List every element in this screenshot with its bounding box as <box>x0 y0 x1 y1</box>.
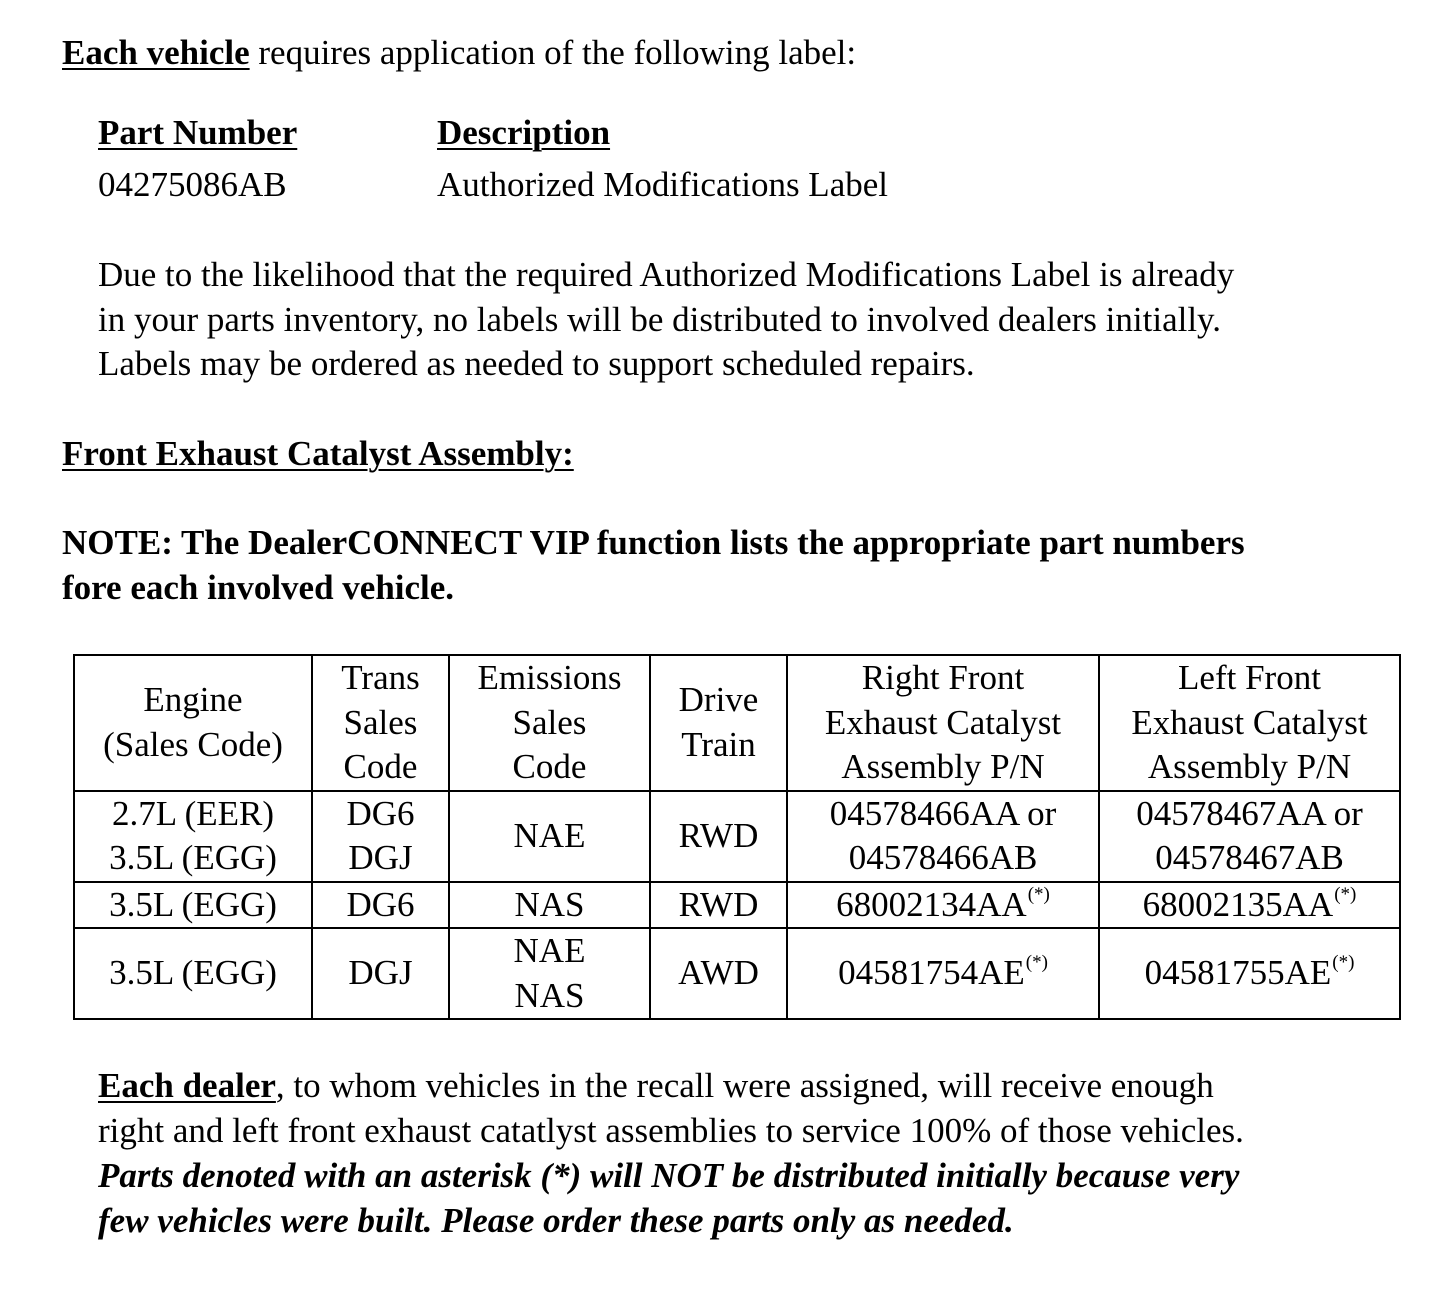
header-trans-sales-code: Trans Sales Code <box>312 655 449 791</box>
cell-drive: AWD <box>650 928 787 1019</box>
table-row <box>74 928 1400 1019</box>
cell-right-pn: 04578466AA or 04578466AB <box>787 791 1099 882</box>
catalyst-parts-table <box>73 654 1401 1020</box>
label-note-line: in your parts inventory, no labels will be distributed to involved dealers initially. <box>98 300 1222 339</box>
header-right-front: Right Front Exhaust Catalyst Assembly P/N <box>787 655 1099 791</box>
cell-engine: 2.7L (EER) 3.5L (EGG) <box>74 791 312 882</box>
intro-paragraph <box>62 30 856 75</box>
label-header-part-number: Part Number <box>98 113 298 152</box>
cell-left-pn: 04578467AA or 04578467AB <box>1099 791 1400 882</box>
asterisk-warning-line: few vehicles were built. Please order these parts only as needed. <box>98 1201 1014 1240</box>
label-part-number-value: 04275086AB <box>98 165 287 204</box>
cell-emissions: NAE <box>449 791 650 882</box>
note-line: fore each involved vehicle. <box>62 568 455 607</box>
cell-emissions: NAS <box>449 882 650 929</box>
header-emissions-sales-code: Emissions Sales Code <box>449 655 650 791</box>
cell-right-pn: 68002134AA(*) <box>787 882 1099 929</box>
cell-right-pn: 04581754AE(*) <box>787 928 1099 1019</box>
dealer-note-line: right and left front exhaust catatlyst assemblies to service 100% of those vehicles. <box>98 1111 1244 1150</box>
table-row <box>74 791 1400 882</box>
section-heading: Front Exhaust Catalyst Assembly: <box>62 434 574 473</box>
cell-trans: DG6 <box>312 882 449 929</box>
header-engine: Engine (Sales Code) <box>74 655 312 791</box>
cell-left-pn: 68002135AA(*) <box>1099 882 1400 929</box>
cell-emissions: NAE NAS <box>449 928 650 1019</box>
cell-drive: RWD <box>650 882 787 929</box>
label-header-description: Description <box>437 113 611 152</box>
label-note-line: Labels may be ordered as needed to support scheduled repairs. <box>98 344 975 383</box>
cell-engine: 3.5L (EGG) <box>74 882 312 929</box>
cell-drive: RWD <box>650 791 787 882</box>
each-vehicle-emphasis: Each vehicle <box>62 33 250 72</box>
header-left-front: Left Front Exhaust Catalyst Assembly P/N <box>1099 655 1400 791</box>
cell-left-pn: 04581755AE(*) <box>1099 928 1400 1019</box>
table-row <box>74 882 1400 929</box>
label-note-line: Due to the likelihood that the required Authorized Modifications Label is already <box>98 255 1235 294</box>
each-dealer-emphasis: Each dealer <box>98 1066 276 1105</box>
cell-engine: 3.5L (EGG) <box>74 928 312 1019</box>
dealer-note-line: Each dealer, to whom vehicles in the recall were assigned, will receive enough <box>98 1066 1214 1105</box>
header-drive-train: Drive Train <box>650 655 787 791</box>
intro-text: requires application of the following label: <box>249 33 857 72</box>
cell-trans: DG6 DGJ <box>312 791 449 882</box>
asterisk-marker: (*) <box>1025 952 1048 974</box>
asterisk-marker: (*) <box>1027 883 1050 905</box>
asterisk-marker: (*) <box>1334 883 1357 905</box>
note-line: NOTE: The DealerCONNECT VIP function lists the appropriate part numbers <box>62 523 1245 562</box>
asterisk-marker: (*) <box>1332 952 1355 974</box>
cell-trans: DGJ <box>312 928 449 1019</box>
label-description-value: Authorized Modifications Label <box>437 165 888 204</box>
table-header-row <box>74 655 1400 791</box>
asterisk-warning-line: Parts denoted with an asterisk (*) will NOT be distributed initially because very <box>98 1156 1240 1195</box>
